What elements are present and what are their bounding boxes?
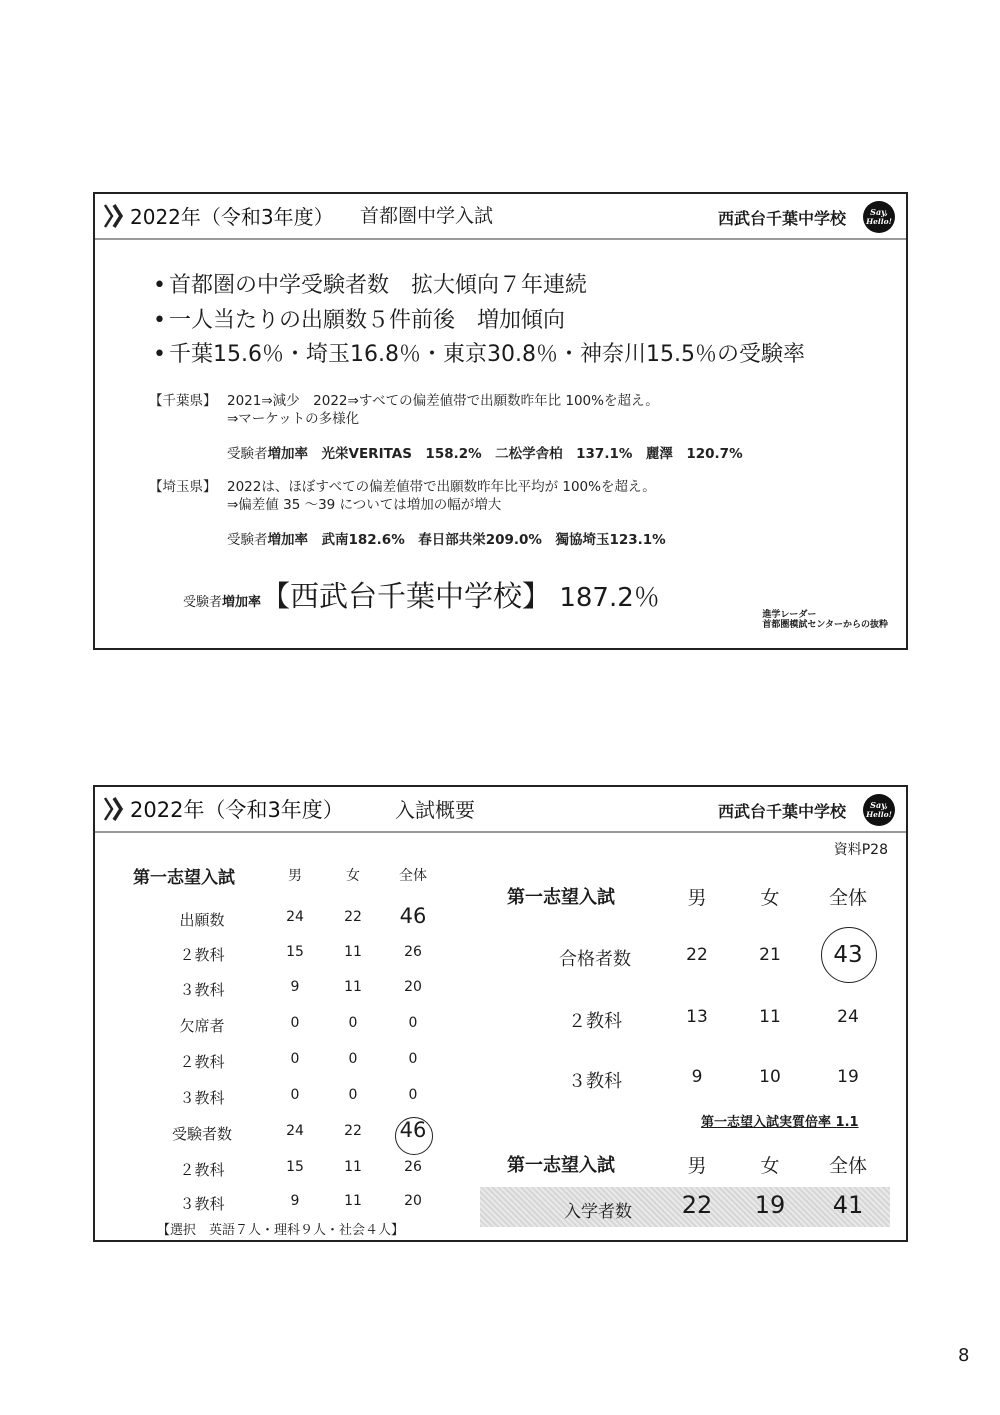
chiba-line1: 2021⇒減少 2022⇒すべての偏差値帯で出願数昨年比 100%を超え。 [227, 393, 659, 409]
cell-male: 15 [286, 1159, 304, 1175]
cell-total: 24 [837, 1007, 859, 1027]
cell-total: 26 [404, 944, 422, 960]
slide-header [95, 194, 906, 240]
row-label: ２教科 [568, 1011, 622, 1032]
cell-total: 0 [408, 1051, 418, 1067]
row-label: 合格者数 [559, 949, 631, 970]
slide-metro-entrance-exams [93, 192, 908, 650]
cell-total: 46 [399, 1118, 427, 1142]
table-header-female: 女 [760, 1155, 780, 1177]
row-label: 入学者数 [564, 1202, 632, 1222]
cell-total: 26 [404, 1159, 422, 1175]
cell-male: 15 [286, 944, 304, 960]
cell-male: 24 [286, 909, 304, 925]
svg-text:Hello!: Hello! [866, 217, 892, 226]
slide-header [95, 787, 906, 833]
cell-female: 21 [759, 945, 781, 965]
chevron-double-right-icon [103, 796, 125, 822]
row-label: ２教科 [179, 1161, 225, 1179]
saitama-line2: ⇒偏差値 35 ～39 については増加の幅が増大 [227, 497, 502, 513]
school-name: 西武台千葉中学校 [717, 802, 846, 821]
real-ratio: 第一志望入試実質倍率 1.1 [701, 1115, 859, 1130]
slide-title: 2022年（令和3年度） [130, 798, 344, 822]
cell-total: 20 [404, 979, 422, 995]
row-label: ３教科 [568, 1071, 622, 1092]
table-header-label: 第一志望入試 [507, 887, 615, 908]
elective-note: 【選択 英語７人・理科９人・社会４人】 [157, 1223, 405, 1238]
saitama-increase: 受験者増加率 武南182.6% 春日部共栄209.0% 獨協埼玉123.1% [227, 532, 666, 548]
cell-male: 0 [290, 1015, 300, 1031]
cell-total: 0 [408, 1087, 418, 1103]
cell-female: 0 [348, 1051, 358, 1067]
chiba-line2: ⇒マーケットの多様化 [227, 411, 360, 427]
row-label: ２教科 [179, 946, 225, 964]
cell-male: 22 [681, 1191, 713, 1219]
cell-total: 0 [408, 1015, 418, 1031]
cell-male: 0 [290, 1051, 300, 1067]
slide-subtitle: 首都圏中学入試 [360, 205, 494, 227]
svg-text:Say,: Say, [870, 800, 888, 810]
chevron-double-right-icon [103, 203, 125, 229]
row-label: ３教科 [179, 1089, 225, 1107]
cell-female: 11 [344, 1193, 362, 1209]
table-header-male: 男 [687, 887, 707, 909]
svg-text:Hello!: Hello! [866, 810, 892, 819]
table-header-female: 女 [760, 887, 780, 909]
slide-subtitle: 入試概要 [395, 798, 475, 822]
cell-total: 46 [399, 904, 427, 928]
cell-male: 24 [286, 1123, 304, 1139]
bullet-item: • 千葉15.6％・埼玉16.8％・東京30.8％・神奈川15.5％の受験率 [153, 342, 805, 367]
cell-female: 10 [759, 1067, 781, 1087]
reference-label: 資料P28 [833, 842, 888, 858]
row-label: ２教科 [179, 1053, 225, 1071]
page-number: 8 [958, 1345, 970, 1366]
row-label: ３教科 [179, 1195, 225, 1213]
say-hello-logo [862, 793, 896, 827]
table-header-male: 男 [687, 1155, 707, 1177]
table-header-label: 第一志望入試 [133, 868, 235, 888]
cell-female: 22 [344, 1123, 362, 1139]
bullet-item: • 一人当たりの出願数５件前後 増加傾向 [153, 308, 566, 333]
cell-female: 19 [754, 1191, 786, 1219]
highlight-circle [395, 1117, 433, 1155]
bullet-item: • 首都圏の中学受験者数 拡大傾向７年連続 [153, 273, 588, 298]
row-label: 受験者数 [171, 1125, 233, 1143]
chiba-tag: 【千葉県】 [149, 393, 217, 409]
say-hello-logo [862, 200, 896, 234]
cell-total: 41 [832, 1191, 864, 1219]
row-label: 欠席者 [179, 1017, 225, 1035]
cell-female: 0 [348, 1015, 358, 1031]
cell-female: 22 [344, 909, 362, 925]
saitama-line1: 2022は、ほぼすべての偏差値帯で出願数昨年比平均が 100%を超え。 [227, 479, 656, 495]
table-header-total: 全体 [399, 868, 427, 884]
row-label: 出願数 [179, 911, 225, 929]
cell-male: 0 [290, 1087, 300, 1103]
table-header-male: 男 [288, 868, 302, 884]
cell-male: 9 [290, 979, 300, 995]
highlight-circle [821, 927, 877, 983]
table-header-total: 全体 [828, 1155, 868, 1177]
chiba-increase: 受験者増加率 光栄VERITAS 158.2% 二松学舎柏 137.1% 麗澤 120.7% [227, 446, 743, 462]
table-header-total: 全体 [828, 887, 868, 909]
slide-title: 2022年（令和3年度） [130, 205, 334, 229]
cell-male: 9 [691, 1067, 703, 1087]
table-header-female: 女 [346, 868, 360, 884]
cell-female: 11 [344, 979, 362, 995]
table-header-label: 第一志望入試 [507, 1155, 615, 1176]
cell-total: 19 [837, 1067, 859, 1087]
saitama-tag: 【埼玉県】 [149, 479, 217, 495]
school-name: 西武台千葉中学校 [717, 209, 846, 228]
slide-entrance-summary [93, 785, 908, 1242]
cell-male: 13 [686, 1007, 708, 1027]
cell-female: 11 [344, 1159, 362, 1175]
cell-total: 43 [833, 942, 863, 968]
svg-text:Say,: Say, [870, 207, 888, 217]
source-credit: 進学レーダー 首都圏模試センターからの抜粋 [762, 610, 888, 630]
cell-female: 11 [759, 1007, 781, 1027]
cell-female: 0 [348, 1087, 358, 1103]
cell-total: 20 [404, 1193, 422, 1209]
cell-male: 9 [290, 1193, 300, 1209]
row-label: ３教科 [179, 981, 225, 999]
cell-male: 22 [686, 945, 708, 965]
highlight-increase: 受験者増加率【西武台千葉中学校】 187.2％ [183, 579, 660, 613]
cell-female: 11 [344, 944, 362, 960]
